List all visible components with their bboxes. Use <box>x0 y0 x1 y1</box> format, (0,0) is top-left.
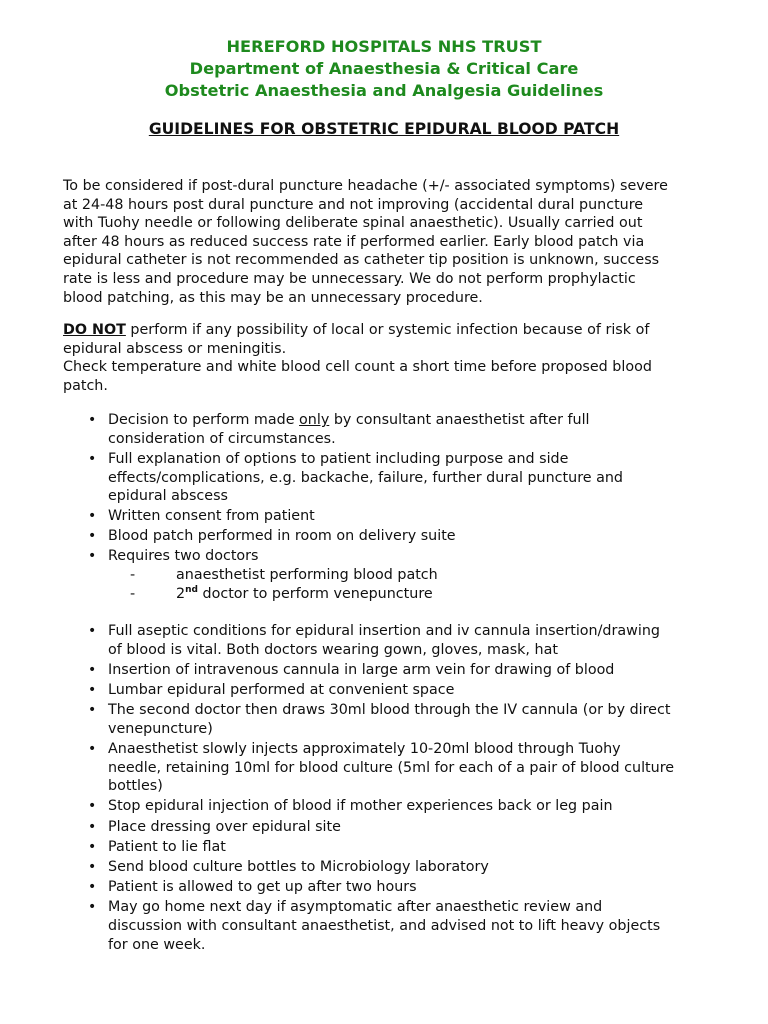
list-item-text <box>108 622 660 659</box>
list-item-line: bottles) <box>108 778 163 795</box>
list-item-line: Anaesthetist slowly injects approximately 10-20ml blood through Tuohy <box>108 741 621 757</box>
list-item-text: Blood patch performed in room on delivery suite <box>108 528 456 544</box>
trust-name: HEREFORD HOSPITALS NHS TRUST <box>226 37 542 56</box>
list-item-text <box>108 898 660 954</box>
list-item-text <box>108 701 670 738</box>
bullet-icon: • <box>88 508 97 524</box>
list-item-line: consideration of circumstances. <box>108 430 336 447</box>
list-item-text <box>108 411 590 448</box>
do-not-emphasis: DO NOT <box>63 322 126 338</box>
bullet-icon: • <box>88 682 97 698</box>
document-title: GUIDELINES FOR OBSTETRIC EPIDURAL BLOOD PATCH <box>148 120 620 138</box>
bullet-icon: • <box>88 661 97 678</box>
bullet-icon: • <box>88 899 97 916</box>
list-item-line: Full explanation of options to patient including purpose and side <box>108 451 569 467</box>
list-item-text <box>108 797 613 816</box>
list-item-text: Written consent from patient <box>108 508 315 524</box>
check-line: patch. <box>63 377 108 394</box>
check-line: Check temperature and white blood cell count a short time before proposed blood <box>63 359 652 376</box>
bullet-icon: • <box>88 548 97 564</box>
list-item-line: discussion with consultant anaesthetist, and advised not to lift heavy objects <box>108 917 661 934</box>
list-item-text <box>108 740 674 796</box>
bullet-icon: • <box>88 879 97 896</box>
guideline-series: Obstetric Anaesthesia and Analgesia Guidelines <box>164 81 604 100</box>
dash-marker: - <box>130 586 136 602</box>
document-header <box>0 36 768 102</box>
contraindication-paragraph <box>63 321 705 395</box>
intro-line: rate is less and procedure may be unnecessary. We do not perform prophylactic <box>63 270 636 287</box>
bullet-icon: • <box>88 741 97 757</box>
list-item-line: needle, retaining 10ml for blood culture (5ml for each of a pair of blood culture <box>108 759 675 776</box>
list-item-line: Insertion of intravenous cannula in large arm vein for drawing of blood <box>108 661 615 678</box>
list-item-line: The second doctor then draws 30ml blood through the IV cannula (or by direct <box>108 702 671 719</box>
list-item-text <box>108 858 489 877</box>
list-item-line: Full aseptic conditions for epidural insertion and iv cannula insertion/drawing <box>108 623 660 639</box>
intro-line: at 24-48 hours post dural puncture and not improving (accidental dural puncture <box>63 196 644 213</box>
list-item-text <box>108 681 454 700</box>
list-item-text <box>108 878 417 897</box>
list-item-line: May go home next day if asymptomatic after anaesthetic review and <box>108 899 603 916</box>
list-item-line: Place dressing over epidural site <box>108 818 341 835</box>
intro-line: blood patching, as this may be an unnecessary procedure. <box>63 289 483 306</box>
list-item-line: of blood is vital. Both doctors wearing gown, gloves, mask, hat <box>108 641 558 658</box>
list-item-text: Requires two doctors <box>108 548 259 564</box>
sub-list-item-segment: doctor to perform venepuncture <box>197 586 433 602</box>
list-item-text <box>108 661 614 680</box>
list-item-line: Stop epidural injection of blood if mother experiences back or leg pain <box>108 798 613 815</box>
only-emphasis: only <box>299 412 330 428</box>
list-item-text <box>108 818 341 837</box>
intro-paragraph <box>63 177 705 307</box>
bullet-icon: • <box>88 798 97 815</box>
bullet-icon: • <box>88 623 97 639</box>
bullet-icon: • <box>88 412 97 428</box>
list-item-segment: by consultant anaesthetist after full <box>329 412 590 428</box>
list-item-line: epidural abscess <box>108 488 228 505</box>
bullet-icon: • <box>88 859 97 875</box>
list-item-line: for one week. <box>108 936 206 953</box>
list-item-line: Patient is allowed to get up after two hours <box>108 879 417 896</box>
contraindication-line <box>63 321 705 340</box>
list-item-line: Patient to lie flat <box>108 838 226 855</box>
list-item-text <box>108 838 226 857</box>
ordinal-number: 2 <box>176 586 186 602</box>
sub-list-item-text <box>176 585 433 604</box>
sub-list-item-text: anaesthetist performing blood patch <box>176 567 438 583</box>
department-name: Department of Anaesthesia & Critical Care <box>189 59 579 78</box>
ordinal-suffix: nd <box>185 585 198 595</box>
list-item-line: effects/complications, e.g. backache, failure, further dural puncture and <box>108 469 623 486</box>
intro-line: with Tuohy needle or following deliberate spinal anaesthetic). Usually carried out <box>63 215 643 232</box>
dash-marker: - <box>130 567 136 583</box>
intro-line: To be considered if post-dural puncture headache (+/- associated symptoms) severe <box>63 178 668 194</box>
list-item-line: Send blood culture bottles to Microbiology laboratory <box>108 859 489 875</box>
list-item-line: venepuncture) <box>108 720 213 737</box>
intro-line: epidural catheter is not recommended as catheter tip position is unknown, success <box>63 252 660 269</box>
contraindication-text: perform if any possibility of local or systemic infection because of risk of <box>125 322 650 338</box>
bullet-icon: • <box>88 818 97 835</box>
list-item-line <box>108 411 590 430</box>
intro-line: after 48 hours as reduced success rate if performed earlier. Early blood patch via <box>63 233 645 250</box>
contraindication-line: epidural abscess or meningitis. <box>63 340 287 357</box>
list-item-text <box>108 450 623 506</box>
bullet-icon: • <box>88 702 97 719</box>
list-item-segment: Decision to perform made <box>108 412 300 428</box>
bullet-icon: • <box>88 838 97 855</box>
bullet-icon: • <box>88 528 97 544</box>
bullet-icon: • <box>88 451 97 467</box>
list-item-line: Lumbar epidural performed at convenient space <box>108 682 455 698</box>
